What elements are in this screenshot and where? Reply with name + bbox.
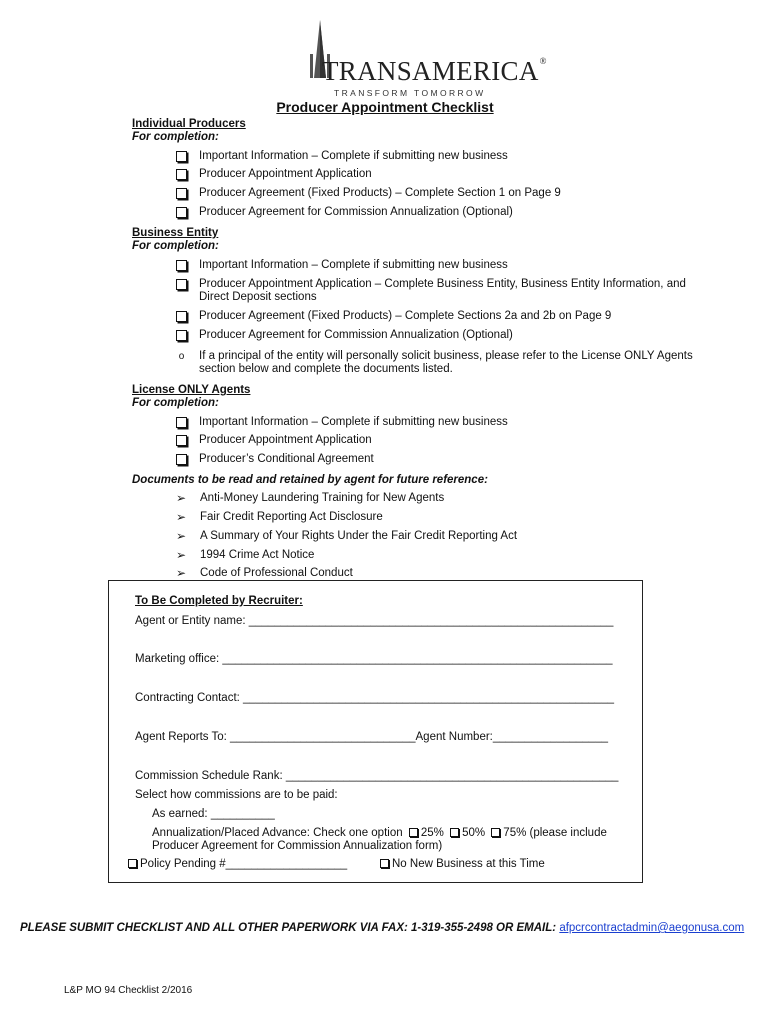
agent-number-field[interactable]: Agent Number:__________________ xyxy=(415,731,608,743)
circle-bullet-icon: o xyxy=(178,351,185,362)
license-item: Important Information – Complete if submitting new business xyxy=(176,416,706,429)
marketing-office-field[interactable]: Marketing office: _____________________________________________________________ xyxy=(135,653,613,665)
arrow-bullet-icon: ➢ xyxy=(176,548,187,562)
arrow-bullet-icon: ➢ xyxy=(176,566,187,580)
license-heading: License ONLY Agents xyxy=(132,384,251,396)
no-new-business-option[interactable]: No New Business at this Time xyxy=(377,858,545,870)
license-item: Producer’s Conditional Agreement xyxy=(176,453,706,466)
no-new-business-checkbox[interactable] xyxy=(380,859,389,868)
individual-heading: Individual Producers xyxy=(132,118,246,130)
checkbox-icon[interactable] xyxy=(176,188,187,199)
as-earned-field[interactable]: As earned: __________ xyxy=(152,808,275,820)
document-item: ➢ Anti-Money Laundering Training for New Agents xyxy=(176,491,445,505)
checkbox-icon[interactable] xyxy=(176,279,187,290)
checkbox-icon[interactable] xyxy=(176,207,187,218)
document-item: ➢ Fair Credit Reporting Act Disclosure xyxy=(176,510,383,524)
business-item: Producer Agreement (Fixed Products) – Complete Sections 2a and 2b on Page 9 xyxy=(176,310,706,323)
checkbox-icon[interactable] xyxy=(176,454,187,465)
checkbox-icon[interactable] xyxy=(176,417,187,428)
recruiter-section xyxy=(108,580,643,883)
business-item: Producer Agreement for Commission Annualization (Optional) xyxy=(176,329,706,342)
checkbox-icon[interactable] xyxy=(176,169,187,180)
form-footer: L&P MO 94 Checklist 2/2016 xyxy=(64,985,193,996)
select-paid-label: Select how commissions are to be paid: xyxy=(135,789,338,801)
policy-pending-checkbox[interactable] xyxy=(128,859,137,868)
brand-tagline: TRANSFORM TOMORROW xyxy=(334,88,486,98)
arrow-bullet-icon: ➢ xyxy=(176,491,187,505)
checkbox-icon[interactable] xyxy=(176,260,187,271)
business-heading: Business Entity xyxy=(132,227,219,239)
checkbox-icon[interactable] xyxy=(176,311,187,322)
business-note: o If a principal of the entity will personally solicit business, please refer to the License ONLY Agents section below and complete the documents listed. xyxy=(176,350,706,376)
license-sub: For completion: xyxy=(132,397,219,409)
checkbox-icon[interactable] xyxy=(176,330,187,341)
email-link[interactable]: afpcrcontractadmin@aegonusa.com xyxy=(559,922,745,934)
option-50-checkbox[interactable] xyxy=(450,828,459,837)
agent-reports-to-field[interactable]: Agent Reports To: _____________________________Agent Number:__________________ xyxy=(135,731,608,743)
recruiter-heading: To Be Completed by Recruiter: xyxy=(135,595,303,607)
option-75-checkbox[interactable] xyxy=(491,828,500,837)
document-item: ➢ 1994 Crime Act Notice xyxy=(176,548,315,562)
arrow-bullet-icon: ➢ xyxy=(176,529,187,543)
annualization-options: Annualization/Placed Advance: Check one option 25% 50% 75% (please include xyxy=(152,827,607,839)
license-item: Producer Appointment Application xyxy=(176,434,706,447)
option-25-checkbox[interactable] xyxy=(409,828,418,837)
individual-item: Important Information – Complete if submitting new business xyxy=(176,150,706,163)
annualization-line2: Producer Agreement for Commission Annualization form) xyxy=(152,840,443,852)
individual-item: Producer Appointment Application xyxy=(176,168,706,181)
business-item: Important Information – Complete if submitting new business xyxy=(176,259,706,272)
brand-name: TRANSAMERICA® xyxy=(322,56,547,86)
individual-item: Producer Agreement (Fixed Products) – Complete Section 1 on Page 9 xyxy=(176,187,706,200)
agent-name-field[interactable]: Agent or Entity name: _________________________________________________________ xyxy=(135,615,614,627)
commission-rank-field[interactable]: Commission Schedule Rank: ____________________________________________________ xyxy=(135,770,619,782)
individual-sub: For completion: xyxy=(132,131,219,143)
business-item: Producer Appointment Application – Complete Business Entity, Business Entity Information, and Direct Deposit sections xyxy=(176,278,706,304)
individual-item: Producer Agreement for Commission Annualization (Optional) xyxy=(176,206,706,219)
transamerica-logo xyxy=(300,18,547,98)
submit-instructions: PLEASE SUBMIT CHECKLIST AND ALL OTHER PAPERWORK VIA FAX: 1-319-355-2498 OR EMAIL: afpcrcontractadmin@aegonusa.com xyxy=(20,922,745,934)
document-item: ➢ Code of Professional Conduct xyxy=(176,566,353,580)
checkbox-icon[interactable] xyxy=(176,435,187,446)
page-title: Producer Appointment Checklist xyxy=(276,99,494,115)
policy-pending-option[interactable]: Policy Pending #___________________ xyxy=(125,858,347,870)
business-sub: For completion: xyxy=(132,240,219,252)
documents-heading: Documents to be read and retained by agent for future reference: xyxy=(132,474,488,486)
contracting-contact-field[interactable]: Contracting Contact: __________________________________________________________ xyxy=(135,692,614,704)
checkbox-icon[interactable] xyxy=(176,151,187,162)
document-item: ➢ A Summary of Your Rights Under the Fair Credit Reporting Act xyxy=(176,529,518,543)
arrow-bullet-icon: ➢ xyxy=(176,510,187,524)
